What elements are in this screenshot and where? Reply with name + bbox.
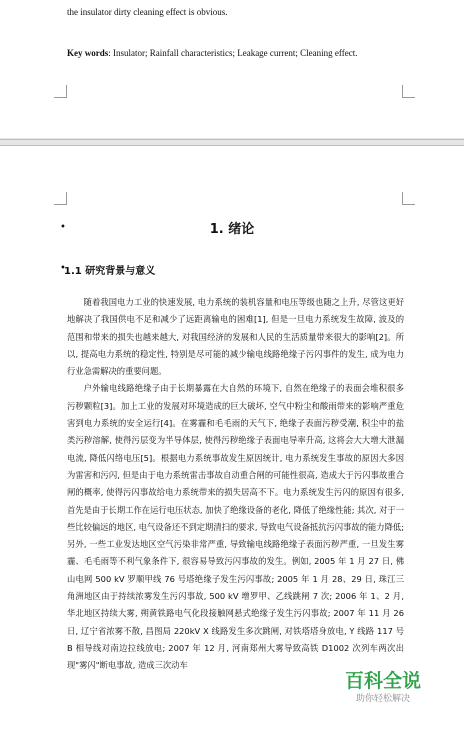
heading-marker: •	[60, 222, 66, 233]
page-separator	[0, 139, 464, 140]
paragraph: 随着我国电力工业的快速发展, 电力系统的装机容量和电压等级也随之上升, 尽管这更好地解决了我国供电不足和减少了远距离输电的困难[1], 但是一旦电力系统发生故障, 波及的范围和带来的损失也越来越大, 对我国经济的发展和人民的生活质量带来很大的影响[2]。所以, 提高电力系统的稳定性, 特别是尽可能的减少输电线路绝缘子污闪事件的发生, 成为电力行业急需解决的重要问题。	[67, 297, 404, 377]
margin-corner-top-left	[54, 192, 67, 205]
keywords-text: : Insulator; Rainfall characteristics; Leakage current; Cleaning effect.	[108, 48, 358, 58]
heading-marker: •	[60, 263, 66, 274]
margin-corner-top-right	[402, 192, 415, 205]
paragraph: 户外输电线路绝缘子由于长期暴露在大自然的环境下, 自然在绝缘子的表面会堆积很多污秽颗粒[3]。加上工业的发展对环境造成的巨大破坏, 空气中粉尘和酸雨带来的影响严重危害到电力系统的安全运行[4]。在雾霾和毛毛雨的天气下, 绝缘子表面污秽受潮, 积尘中的盐类污秽溶解, 使得污层变为半导体层, 使得污秽绝缘子表面电导率升高, 这将会大大增大泄漏电流, 降低闪络电压[5]。根据电力系统事故发生原因统计, 电力系统发生事故的原因大多因为雷害和污闪, 但是由于电力系统雷击事故自动重合闸的可能性很高, 造成大于污闪事故重合闸的概率, 使得污闪事故给电力系统带来的损失居高不下。电力系统发生污闪的原因有很多, 首先是由于长期工作在运行电压状态, 加快了绝缘设备的老化, 降低了绝缘性能; 其次, 对于一些比较偏远的地区, 电气设备还不到定期清扫的要求, 导致电气设备抵抗污闪事故的能力降低; 另外, 一些工业发达地区空气污染非常严重, 导致输电线路绝缘子表面污秽严重, 一旦发生雾霾、毛毛雨等不利气象条件下, 很容易导致污闪事故的发生。例如, 2005 年 1 月 27 日, 佛山电网 500 kV 罗顺甲线 76 号塔绝缘子发生污闪事故; 2005 年 1 月 28、29 日, 珠江三角洲地区由于持续浓雾发生污闪事故, 500 kV 增罗甲、乙线跳闸 7 次; 2006 年 1、2 月, 华北地区持续大雾, 朔黄铁路电气化段接触网悬式绝缘子发生污闪事故; 2007 年 11 月 26 日, 辽宁省浓雾不散, 昌图局 220kV X 线路发生多次跳闸, 对铁塔塔身放电, Y 线路 117 号 B 相导线对南边拉线放电; 2007 年 12 月, 河南郑州大雾导致高铁 D1002 次列车两次出现"雾闪"断电事故, 造成三次动车	[67, 383, 404, 671]
abstract-line: the insulator dirty cleaning effect is obvious.	[67, 7, 228, 17]
watermark-logo	[338, 670, 428, 706]
margin-corner-bottom-left	[54, 85, 67, 98]
section-title: 1.1 研究背景与意义	[64, 266, 156, 277]
keywords-label: Key words	[67, 48, 109, 58]
keywords	[67, 47, 397, 59]
watermark-title: 百科全说	[344, 670, 421, 692]
page-top	[0, 0, 464, 138]
abstract-text	[67, 6, 397, 18]
margin-corner-bottom-right	[402, 85, 415, 98]
chapter-title: 1. 绪论	[209, 222, 255, 237]
watermark-subtitle: 助你轻松解决	[355, 694, 410, 704]
body-text	[67, 294, 404, 675]
